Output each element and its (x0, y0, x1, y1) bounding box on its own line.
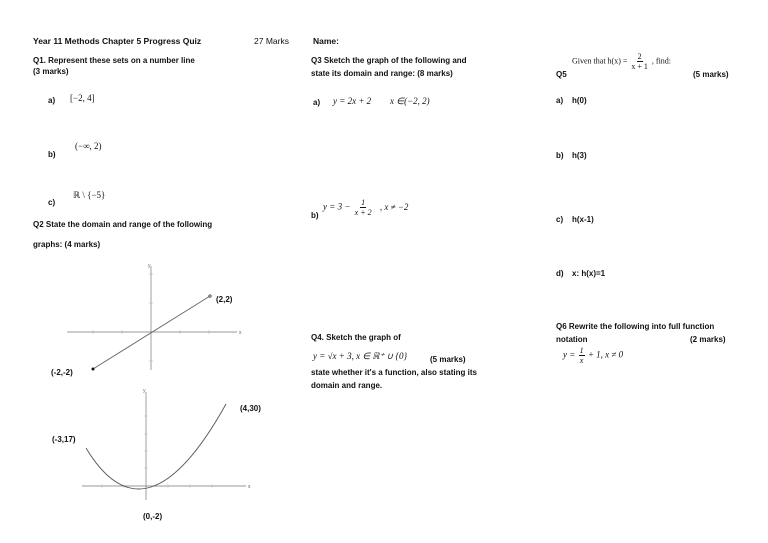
q4-marks: (5 marks) (430, 355, 466, 364)
graph2-right-point-label: (4,30) (240, 404, 261, 413)
q1-heading: Q1. Represent these sets on a number line (33, 56, 195, 65)
linear-graph (65, 262, 245, 372)
q3-heading: Q3 Sketch the graph of the following and (311, 56, 467, 65)
q5-b-text: h(3) (572, 151, 587, 160)
q3-b-den: x + 2 (354, 208, 372, 217)
q5-a-label: a) (556, 96, 564, 105)
q4-heading: Q4. Sketch the graph of (311, 333, 401, 342)
q6-heading: Q6 Rewrite the following into full function (556, 322, 715, 331)
q6-line2: notation (556, 335, 588, 344)
q3-b-condition: , x ≠ −2 (379, 201, 409, 212)
q1-a-label: a) (48, 96, 56, 105)
q5-c-text: h(x-1) (572, 215, 594, 224)
q4-line3: state whether it's a function, also stating its (311, 368, 477, 377)
q1-b-label: b) (48, 150, 56, 159)
q3-marks: state its domain and range: (8 marks) (311, 69, 453, 78)
name-label: Name: (313, 36, 339, 46)
q3-b-label: b) (311, 211, 319, 220)
svg-text:y: y (148, 263, 151, 269)
q6-fraction (579, 346, 585, 365)
q1-marks: (3 marks) (33, 67, 69, 76)
parabola-curve (86, 404, 226, 489)
q6-expr (563, 346, 623, 365)
q5-b-label: b) (556, 151, 564, 160)
q6-marks: (2 marks) (690, 335, 726, 344)
q3-b-num: 1 (361, 198, 366, 207)
line-segment (93, 296, 210, 369)
q5-given-fraction (630, 52, 649, 71)
q1-c-expr: ℝ \ {−5} (73, 190, 106, 200)
q5-label: Q5 (556, 70, 567, 79)
q5-given-suffix: , find: (651, 56, 672, 66)
q2-heading: Q2 State the domain and range of the following (33, 220, 213, 229)
q4-line4: domain and range. (311, 381, 383, 390)
graph2-left-point-label: (-3,17) (52, 435, 76, 444)
q5-given (572, 52, 671, 71)
q6-den: x (579, 356, 584, 365)
q1-b-expr: (−∞, 2) (75, 141, 102, 151)
q3-b-expr (323, 198, 408, 217)
endpoint-start (92, 368, 95, 371)
endpoint-end (209, 295, 211, 297)
q3-a-domain: x ∈(−2, 2) (390, 96, 430, 106)
graph1-end-point-label: (2,2) (216, 295, 233, 304)
q5-marks: (5 marks) (693, 70, 729, 79)
q5-given-den: x + 1 (631, 62, 648, 71)
q6-expr-rest: + 1, x ≠ 0 (587, 349, 624, 360)
svg-text:y: y (143, 388, 146, 394)
q5-a-text: h(0) (572, 96, 587, 105)
q5-c-label: c) (556, 215, 564, 224)
parabola-graph (78, 388, 253, 508)
q4-expr: y = √x + 3, x ∈ ℝ⁺ ∪ {0} (313, 351, 408, 361)
q5-d-text: x: h(x)=1 (572, 269, 606, 278)
q5-given-prefix: Given that h(x) = (572, 56, 628, 66)
q1-a-expr: [−2, 4] (70, 93, 95, 103)
svg-text:x: x (239, 330, 242, 336)
q1-c-label: c) (48, 198, 56, 207)
q6-expr-lhs: y = (563, 349, 576, 360)
q6-num: 1 (579, 346, 584, 355)
graph1-start-point-label: (-2,-2) (51, 368, 73, 377)
q3-a-expr: y = 2x + 2 (333, 96, 372, 106)
svg-text:x: x (248, 484, 251, 490)
q5-d-label: d) (556, 269, 564, 278)
graph2-vertex-label: (0,-2) (143, 512, 163, 521)
q3-b-lhs: y = 3 − (323, 201, 351, 212)
quiz-title: Year 11 Methods Chapter 5 Progress Quiz (33, 36, 202, 46)
total-marks: 27 Marks (254, 36, 289, 46)
q3-a-label: a) (313, 98, 321, 107)
q2-marks: graphs: (4 marks) (33, 240, 101, 249)
q3-b-fraction (354, 198, 373, 217)
q5-given-num: 2 (637, 52, 642, 61)
